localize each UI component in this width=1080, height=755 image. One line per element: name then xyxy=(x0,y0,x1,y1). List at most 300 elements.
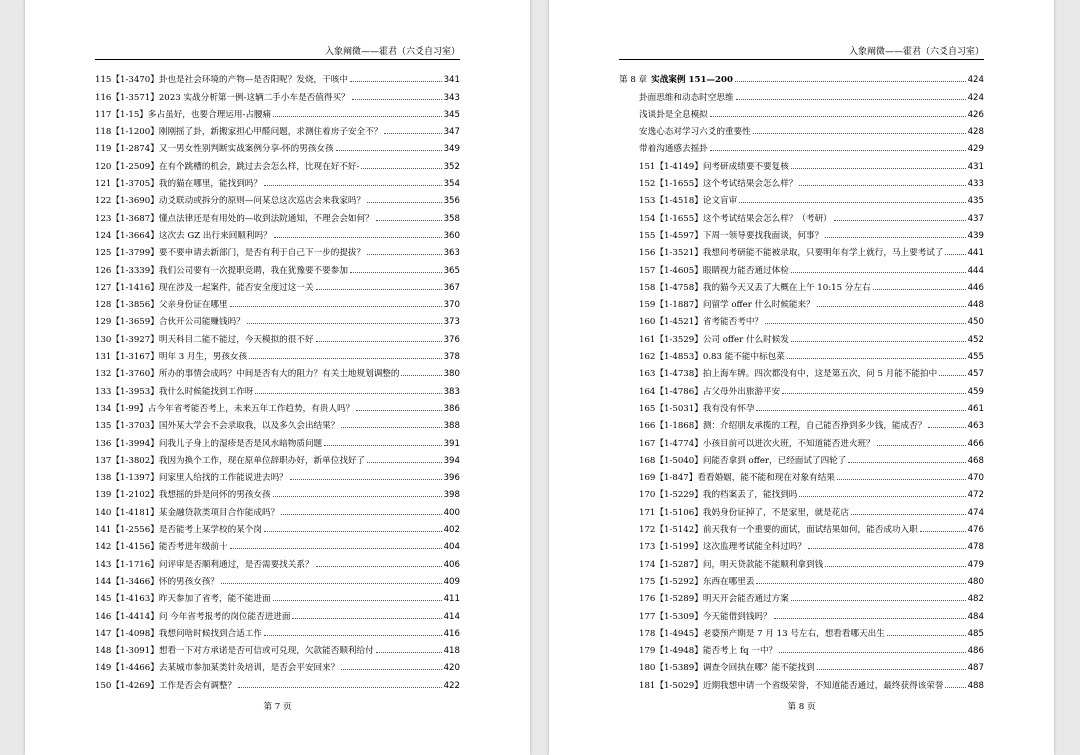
dot-leader xyxy=(710,150,966,151)
case-number: 171【1-5106】 xyxy=(639,507,703,518)
entry-title: 近期我想申请一个省级荣誉，不知道能否通过，最终获得该荣誉 xyxy=(702,680,944,691)
toc-entry[interactable] xyxy=(95,622,460,639)
dot-leader xyxy=(230,548,442,549)
entry-page-number: 420 xyxy=(443,663,460,674)
entry-title: 浅谈卦是全息模拟 xyxy=(639,109,708,120)
entry-page-number: 414 xyxy=(443,611,460,622)
entry-title: 问 今年省考报考的岗位能否进进面 xyxy=(158,611,291,622)
entry-page-number: 433 xyxy=(967,179,984,190)
entry-title: 能否考进年级前十 xyxy=(158,542,228,553)
dot-leader xyxy=(753,133,966,134)
entry-title: 卦面思维和动态时空思维 xyxy=(639,92,734,103)
entry-title: 我想摇的卦是问怀的男孩女孩 xyxy=(158,490,271,501)
entry-page-number: 391 xyxy=(443,438,460,449)
toc-entry[interactable] xyxy=(619,172,984,189)
case-number: 143【1-1716】 xyxy=(95,559,159,570)
toc-entry[interactable] xyxy=(619,310,984,327)
toc-entry[interactable] xyxy=(619,258,984,275)
case-number: 172【1-5142】 xyxy=(639,525,703,536)
toc-entry[interactable] xyxy=(619,293,984,310)
toc-chapter-entry[interactable] xyxy=(619,68,984,85)
entry-page-number: 459 xyxy=(967,386,984,397)
toc-entry[interactable] xyxy=(619,397,984,414)
page-number-footer: 第 7 页 xyxy=(263,702,292,712)
case-number: 170【1-5229】 xyxy=(639,490,703,501)
entry-title: 懂点法律还是有用处的—收到法院通知，不理会会如何？ xyxy=(158,213,374,224)
entry-page-number: 466 xyxy=(967,438,984,449)
chapter-number: 第 8 章 xyxy=(619,75,648,86)
header-rule xyxy=(619,59,984,60)
toc-entry[interactable] xyxy=(619,604,984,621)
dot-leader xyxy=(274,237,442,238)
toc-entry[interactable] xyxy=(619,85,984,102)
dot-leader xyxy=(808,548,966,549)
entry-page-number: 476 xyxy=(967,525,984,536)
toc-entry[interactable] xyxy=(95,258,460,275)
dot-leader xyxy=(401,375,441,376)
entry-title: 问，明天贷款能不能顺利拿到钱 xyxy=(702,559,824,570)
case-number: 180【1-5389】 xyxy=(639,663,703,674)
case-number: 118【1-1200】 xyxy=(95,127,159,138)
dot-leader xyxy=(341,427,441,428)
header-rule xyxy=(95,59,460,60)
toc-entry[interactable] xyxy=(95,137,460,154)
case-number: 160【1-4521】 xyxy=(639,317,703,328)
chapter-title: 实战案例 151—200 xyxy=(651,75,733,86)
entry-title: 在有个跳槽的机会，跳过去会怎么样，比现在好不好- xyxy=(158,161,360,172)
entry-title: 占父母外出旅游平安 xyxy=(702,386,781,397)
entry-title: 我的档案丢了，能找到吗 xyxy=(702,490,798,501)
case-number: 176【1-5289】 xyxy=(639,594,703,605)
entry-title: 明天科目二能不能过，今天模拟的很不好 xyxy=(158,334,314,345)
entry-title: 小孩目前可以进次火班，不知道能否进火班？ xyxy=(702,438,875,449)
entry-title: 问考研成绩要不要复核 xyxy=(702,161,789,172)
toc-entry[interactable] xyxy=(619,552,984,569)
toc-entry[interactable] xyxy=(95,397,460,414)
toc-entry[interactable] xyxy=(95,293,460,310)
toc-entry[interactable] xyxy=(619,276,984,293)
dot-leader xyxy=(736,99,966,100)
toc-entry[interactable] xyxy=(95,276,460,293)
entry-page-number: 452 xyxy=(967,334,984,345)
dot-leader xyxy=(791,341,966,342)
case-number: 168【1-5040】 xyxy=(639,455,703,466)
entry-page-number: 463 xyxy=(967,421,984,432)
entry-page-number: 444 xyxy=(967,265,984,276)
dot-leader xyxy=(264,185,442,186)
toc-entry[interactable] xyxy=(95,552,460,569)
toc-entry[interactable] xyxy=(619,466,984,483)
dot-leader xyxy=(273,496,442,497)
entry-page-number: 431 xyxy=(967,161,984,172)
document-page-right xyxy=(549,0,1054,755)
case-number: 154【1-1655】 xyxy=(639,213,703,224)
dot-leader xyxy=(249,358,441,359)
entry-page-number: 424 xyxy=(967,92,984,103)
toc-entry[interactable] xyxy=(95,500,460,517)
toc-entry[interactable] xyxy=(619,327,984,344)
entry-page-number: 356 xyxy=(443,196,460,207)
entry-title: 下周一领导要找我面谈，何事？ xyxy=(702,230,824,241)
entry-page-number: 380 xyxy=(443,369,460,380)
case-number: 132【1-3760】 xyxy=(95,369,159,380)
dot-leader xyxy=(834,220,966,221)
dot-leader xyxy=(735,81,966,82)
dot-leader xyxy=(356,410,441,411)
toc-entry[interactable] xyxy=(95,103,460,120)
case-number: 130【1-3927】 xyxy=(95,334,159,345)
dot-leader xyxy=(873,289,966,290)
dot-leader xyxy=(290,479,442,480)
entry-page-number: 478 xyxy=(967,542,984,553)
case-number: 174【1-5287】 xyxy=(639,559,703,570)
dot-leader xyxy=(799,496,965,497)
case-number: 161【1-3529】 xyxy=(639,334,703,345)
entry-page-number: 347 xyxy=(443,127,460,138)
entry-page-number: 386 xyxy=(443,403,460,414)
case-number: 158【1-4758】 xyxy=(639,282,703,293)
case-number: 157【1-4605】 xyxy=(639,265,703,276)
entry-page-number: 479 xyxy=(967,559,984,570)
toc-entry[interactable] xyxy=(95,85,460,102)
entry-page-number: 370 xyxy=(443,300,460,311)
toc-entry[interactable] xyxy=(95,362,460,379)
toc-entry[interactable] xyxy=(95,327,460,344)
entry-title: 占今年省考能否考上，未来五年工作趋势，有贵人吗？ xyxy=(147,403,355,414)
entry-title: 我因为换个工作，现在原单位辞职办好，新单位找好了 xyxy=(158,455,366,466)
case-number: 136【1-3994】 xyxy=(95,438,159,449)
entry-title: 省考能否考中？ xyxy=(702,317,764,328)
entry-title: 老婆预产期是 7 月 13 号左右，想看看哪天出生 xyxy=(702,628,885,639)
dot-leader xyxy=(825,566,965,567)
entry-page-number: 354 xyxy=(443,179,460,190)
case-number: 150【1-4269】 xyxy=(95,680,159,691)
page-number-footer: 第 8 页 xyxy=(787,702,816,712)
entry-title: 是否能考上某学校的某个岗 xyxy=(158,525,262,536)
dot-leader xyxy=(281,514,441,515)
case-number: 135【1-3703】 xyxy=(95,421,159,432)
dot-leader xyxy=(273,600,442,601)
dot-leader xyxy=(825,237,965,238)
entry-title: 测：介绍朋友承揽的工程，自己能否挣到多少钱，能成否？ xyxy=(702,421,927,432)
dot-leader xyxy=(350,272,442,273)
dot-leader xyxy=(316,289,442,290)
entry-title: 我想问啥时候找到合适工作 xyxy=(158,628,262,639)
table-of-contents xyxy=(619,68,984,691)
entry-page-number: 480 xyxy=(967,576,984,587)
entry-page-number: 429 xyxy=(967,144,984,155)
toc-entry[interactable] xyxy=(619,362,984,379)
toc-entry[interactable] xyxy=(619,154,984,171)
toc-entry[interactable] xyxy=(95,639,460,656)
entry-title: 问我儿子身上的湿疹是否是风水暗物质问题 xyxy=(158,438,323,449)
toc-entry[interactable] xyxy=(95,206,460,223)
entry-title: 问留学 offer 什么时候能来？ xyxy=(702,300,815,311)
dot-leader xyxy=(238,687,441,688)
entry-page-number: 398 xyxy=(443,490,460,501)
case-number: 131【1-3167】 xyxy=(95,352,159,363)
case-number: 120【1-2509】 xyxy=(95,161,159,172)
case-number: 163【1-4738】 xyxy=(639,369,703,380)
case-number: 164【1-4786】 xyxy=(639,386,703,397)
entry-title: 东西在哪里丢 xyxy=(702,576,755,587)
entry-title: 安逸心态对学习六爻的重要性 xyxy=(639,127,751,138)
case-number: 153【1-4518】 xyxy=(639,196,703,207)
entry-page-number: 461 xyxy=(967,403,984,414)
dot-leader xyxy=(928,427,965,428)
dot-leader xyxy=(887,635,966,636)
case-number: 178【1-4945】 xyxy=(639,628,703,639)
document-page-left xyxy=(25,0,530,755)
entry-title: 我的猫今天又丢了大概在上午 10:15 分左右 xyxy=(702,282,871,293)
case-number: 125【1-3799】 xyxy=(95,248,159,259)
entry-title: 我想问考研能不能被录取，只要明年有学上就行，马上要考试了 xyxy=(702,248,944,259)
entry-title: 我有没有怀孕 xyxy=(702,403,755,414)
toc-entry[interactable] xyxy=(619,656,984,673)
entry-page-number: 437 xyxy=(967,213,984,224)
toc-entry[interactable] xyxy=(95,120,460,137)
toc-entry[interactable] xyxy=(95,68,460,85)
entry-title: 我什么时候能找到工作呀 xyxy=(158,386,254,397)
toc-entry[interactable] xyxy=(95,466,460,483)
case-number: 128【1-3856】 xyxy=(95,300,159,311)
dot-leader xyxy=(774,618,966,619)
case-number: 166【1-1868】 xyxy=(639,421,703,432)
case-number: 115【1-3470】 xyxy=(95,75,159,86)
dot-leader xyxy=(920,531,966,532)
case-number: 129【1-3659】 xyxy=(95,317,159,328)
entry-title: 能否考上 fq 一中？ xyxy=(702,646,778,657)
toc-entry[interactable] xyxy=(619,449,984,466)
dot-leader xyxy=(324,445,441,446)
toc-entry[interactable] xyxy=(95,379,460,396)
toc-entry[interactable] xyxy=(95,673,460,690)
case-number: 124【1-3664】 xyxy=(95,230,159,241)
entry-title: 2023 实战分析第一例-这辆二手小车是否值得买？ xyxy=(158,92,350,103)
case-number: 122【1-3690】 xyxy=(95,196,159,207)
toc-entry[interactable] xyxy=(619,518,984,535)
toc-entry[interactable] xyxy=(619,535,984,552)
dot-leader xyxy=(945,687,965,688)
entry-title: 前天我有一个重要的面试，面试结果如何，能否成功入职 xyxy=(702,525,918,536)
dot-leader xyxy=(367,462,441,463)
entry-page-number: 485 xyxy=(967,628,984,639)
table-of-contents xyxy=(95,68,460,691)
entry-page-number: 360 xyxy=(443,230,460,241)
entry-page-number: 416 xyxy=(443,628,460,639)
toc-entry[interactable] xyxy=(619,189,984,206)
case-number: 142【1-4156】 xyxy=(95,542,159,553)
dot-leader xyxy=(247,323,442,324)
toc-entry[interactable] xyxy=(95,587,460,604)
entry-title: 我们公司要有一次提职竞聘，我在犹豫要不要参加 xyxy=(158,265,348,276)
toc-entry[interactable] xyxy=(95,310,460,327)
entry-title: 我妈身份证掉了，不是家里，就是花店 xyxy=(702,507,849,518)
dot-leader xyxy=(376,652,442,653)
entry-page-number: 396 xyxy=(443,473,460,484)
case-number: 162【1-4853】 xyxy=(639,352,703,363)
case-number: 156【1-3521】 xyxy=(639,248,703,259)
toc-entry[interactable] xyxy=(619,224,984,241)
dot-leader xyxy=(787,358,966,359)
toc-entry[interactable] xyxy=(619,379,984,396)
entry-page-number: 441 xyxy=(967,248,984,259)
case-number: 149【1-4466】 xyxy=(95,663,159,674)
entry-title: 今天能借到钱吗？ xyxy=(702,611,772,622)
toc-entry[interactable] xyxy=(95,431,460,448)
toc-entry[interactable] xyxy=(95,570,460,587)
entry-title: 去某城市参加某类针灸培训，是否会平安回来？ xyxy=(158,663,340,674)
toc-entry[interactable] xyxy=(619,622,984,639)
case-number: 152【1-1655】 xyxy=(639,179,703,190)
case-number: 119【1-2874】 xyxy=(95,144,159,155)
entry-page-number: 406 xyxy=(443,559,460,570)
entry-page-number: 487 xyxy=(967,663,984,674)
toc-entry[interactable] xyxy=(95,518,460,535)
entry-title: 要不要申请去新部门，是否有利于自己下一步的提拔？ xyxy=(158,248,366,259)
dot-leader xyxy=(817,669,966,670)
case-number: 126【1-3339】 xyxy=(95,265,159,276)
entry-page-number: 411 xyxy=(443,594,460,605)
toc-entry[interactable] xyxy=(619,570,984,587)
toc-entry[interactable] xyxy=(619,431,984,448)
toc-entry[interactable] xyxy=(619,414,984,431)
case-number: 167【1-4774】 xyxy=(639,438,703,449)
entry-title: 问家里人给找的工作能说进去吗？ xyxy=(158,473,288,484)
dot-leader xyxy=(851,514,966,515)
case-number: 121【1-3705】 xyxy=(95,179,159,190)
case-number: 141【1-2556】 xyxy=(95,525,159,536)
entry-title: 带着沟通感去摇卦 xyxy=(639,144,708,155)
dot-leader xyxy=(791,600,966,601)
entry-title: 工作是否会有调整？ xyxy=(158,680,237,691)
dot-leader xyxy=(739,202,965,203)
toc-entry[interactable] xyxy=(95,189,460,206)
case-number: 173【1-5199】 xyxy=(639,542,703,553)
case-number: 145【1-4163】 xyxy=(95,594,159,605)
entry-page-number: 363 xyxy=(443,248,460,259)
toc-entry[interactable] xyxy=(95,345,460,362)
entry-page-number: 343 xyxy=(443,92,460,103)
case-number: 159【1-1887】 xyxy=(639,300,703,311)
toc-entry[interactable] xyxy=(95,154,460,171)
toc-entry[interactable] xyxy=(95,535,460,552)
entry-page-number: 400 xyxy=(443,507,460,518)
toc-entry[interactable] xyxy=(95,604,460,621)
case-number: 127【1-1416】 xyxy=(95,282,159,293)
entry-page-number: 488 xyxy=(967,680,984,691)
entry-page-number: 404 xyxy=(443,542,460,553)
entry-page-number: 470 xyxy=(967,473,984,484)
dot-leader xyxy=(837,479,966,480)
entry-title: 国外某大学会不会录取我，以及多久会出结果？ xyxy=(158,421,340,432)
entry-page-number: 472 xyxy=(967,490,984,501)
entry-title: 拍上海车牌。四次都没有中，这是第五次，问 5 月能不能拍中 xyxy=(702,369,938,380)
toc-entry[interactable] xyxy=(95,414,460,431)
dot-leader xyxy=(352,99,442,100)
entry-page-number: 468 xyxy=(967,455,984,466)
case-number: 133【1-3953】 xyxy=(95,386,159,397)
entry-title: 这次去 GZ 出行来回顺利吗？ xyxy=(158,230,272,241)
entry-page-number: 394 xyxy=(443,455,460,466)
entry-page-number: 422 xyxy=(443,680,460,691)
toc-entry[interactable] xyxy=(619,345,984,362)
toc-entry[interactable] xyxy=(619,483,984,500)
entry-title: 调查令回执在哪？能不能找到 xyxy=(702,663,815,674)
entry-page-number: 402 xyxy=(443,525,460,536)
dot-leader xyxy=(710,116,966,117)
toc-entry[interactable] xyxy=(619,241,984,258)
entry-title: 某金融贷款类项目合作能成吗？ xyxy=(158,507,280,518)
dot-leader xyxy=(341,669,441,670)
case-number: 140【1-4181】 xyxy=(95,507,159,518)
running-header: 入象阐微——霍君（六爻自习室） xyxy=(848,47,984,57)
entry-title: 想看一下对方承诺是否可信或可兑现，欠款能否顺利给付 xyxy=(158,646,374,657)
dot-leader xyxy=(255,393,441,394)
entry-page-number: 439 xyxy=(967,230,984,241)
entry-title: 明年 3 月生，男孩女孩 xyxy=(158,352,248,363)
entry-page-number: 428 xyxy=(967,127,984,138)
case-number: 123【1-3687】 xyxy=(95,213,159,224)
toc-entry[interactable] xyxy=(95,241,460,258)
dot-leader xyxy=(791,168,966,169)
toc-entry[interactable] xyxy=(95,172,460,189)
case-number: 169【1-847】 xyxy=(639,473,698,484)
entry-page-number: 341 xyxy=(443,75,460,86)
toc-entry[interactable] xyxy=(619,639,984,656)
toc-entry[interactable] xyxy=(619,673,984,690)
toc-entry[interactable] xyxy=(95,449,460,466)
entry-page-number: 446 xyxy=(967,282,984,293)
toc-entry[interactable] xyxy=(95,656,460,673)
dot-leader xyxy=(939,375,965,376)
entry-title: 动爻联动或拆分的原则—问某总这次巡店会来我家吗？ xyxy=(158,196,366,207)
dot-leader xyxy=(316,566,442,567)
entry-title: 论文盲审 xyxy=(702,196,738,207)
dot-leader xyxy=(877,445,966,446)
entry-title: 这次监理考试能全科过吗？ xyxy=(702,542,806,553)
chapter-page-number: 424 xyxy=(967,75,984,86)
case-number: 117【1-15】 xyxy=(95,109,148,120)
entry-title: 卦也是社会环境的产物—是否阳呢？发烧，干咳中 xyxy=(158,75,348,86)
toc-entry[interactable] xyxy=(619,587,984,604)
toc-entry[interactable] xyxy=(619,206,984,223)
entry-title: 所办的事情会成吗？中间是否有大的阻力？有关土地规划调整的 xyxy=(158,369,400,380)
dot-leader xyxy=(945,254,965,255)
dot-leader xyxy=(765,323,966,324)
entry-title: 眼睛视力能否通过体检 xyxy=(702,265,789,276)
dot-leader xyxy=(264,531,442,532)
entry-page-number: 448 xyxy=(967,300,984,311)
toc-entry[interactable] xyxy=(619,500,984,517)
toc-entry[interactable] xyxy=(619,103,984,120)
toc-entry[interactable] xyxy=(619,137,984,154)
entry-page-number: 378 xyxy=(443,352,460,363)
dot-leader xyxy=(350,81,442,82)
dot-leader xyxy=(221,583,442,584)
entry-title: 这个考试结果会怎么样？ xyxy=(702,179,798,190)
case-number: 148【1-3091】 xyxy=(95,646,159,657)
toc-entry[interactable] xyxy=(619,120,984,137)
entry-page-number: 426 xyxy=(967,109,984,120)
toc-entry[interactable] xyxy=(95,224,460,241)
entry-page-number: 383 xyxy=(443,386,460,397)
entry-page-number: 358 xyxy=(443,213,460,224)
dot-leader xyxy=(367,254,441,255)
dot-leader xyxy=(292,618,441,619)
toc-entry[interactable] xyxy=(95,483,460,500)
case-number: 146【1-4414】 xyxy=(95,611,159,622)
